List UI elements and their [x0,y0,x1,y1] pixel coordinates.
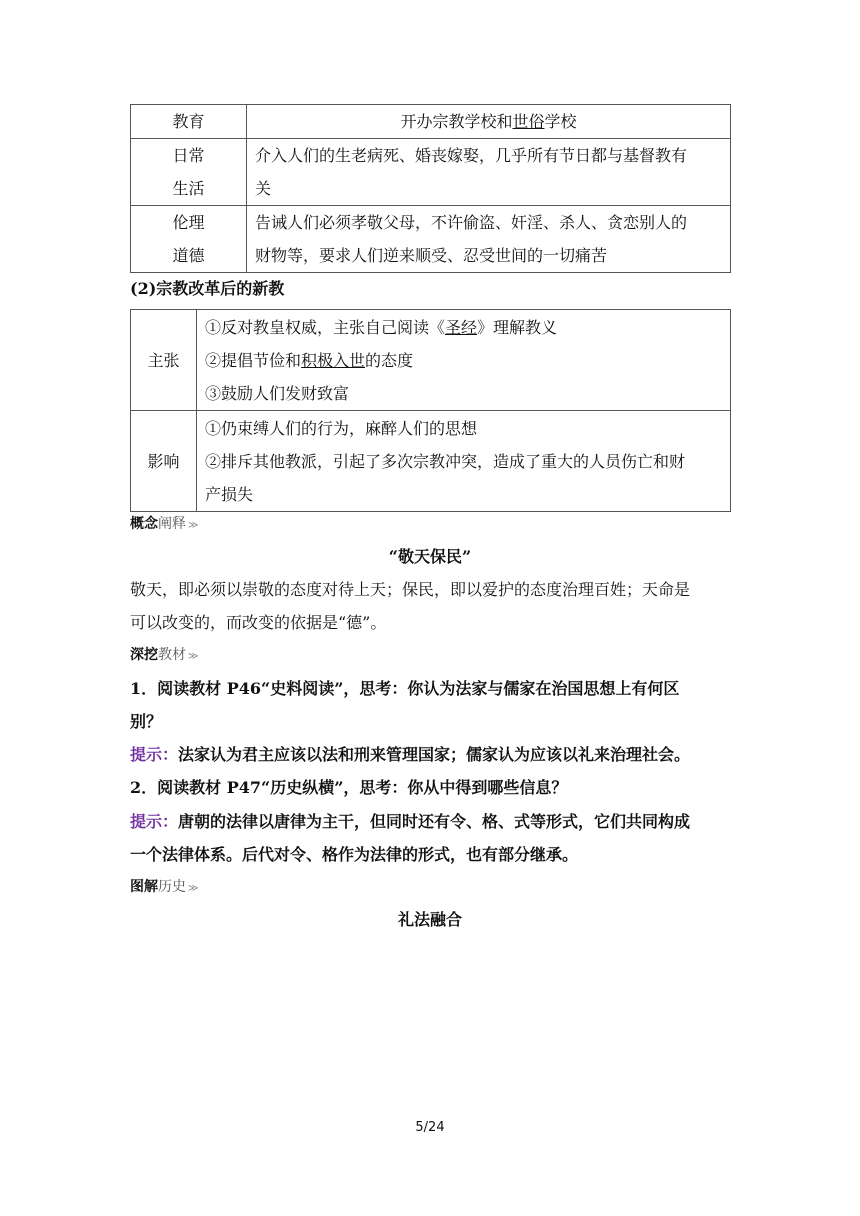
row-label: 日常 生活 [131,139,247,206]
row-label: 教育 [131,105,247,139]
row-content: 告诫人们必须孝敬父母，不许偷盗、奸淫、杀人、贪恋别人的 财物等，要求人们逆来顺受、忍受世间的一切痛苦 [247,206,731,273]
page-number: 5/24 [415,1120,445,1135]
chevron-down-icon: ≫ [188,520,199,531]
protestant-table [130,309,731,512]
concept-text-line: 可以改变的，而改变的依据是“德”。 [130,613,387,632]
row-label: 主张 [131,310,197,411]
section-concept-explain: 概念阐释 ≫ [130,516,199,532]
section-history-diagram: 图解历史 ≫ [130,879,199,895]
question-1-line: 别？ [130,712,163,731]
concept-text-line: 敬天，即必须以崇敬的态度对待上天；保民，即以爱护的态度治理百姓；天命是 [130,580,691,599]
chevron-down-icon: ≫ [188,883,199,894]
question-2: 2．阅读教材 P47“历史纵横”，思考：你从中得到哪些信息？ [130,778,568,797]
diagram-title: 礼法融合 [397,910,462,929]
table-row [131,411,731,512]
row-label: 影响 [131,411,197,512]
row-content: ①仍束缚人们的行为，麻醉人们的思想 ②排斥其他教派，引起了多次宗教冲突，造成了重大的人员伤亡和财 产损失 [197,411,731,512]
section-textbook-dig: 深挖教材 ≫ [130,647,199,663]
table-row [131,310,731,411]
church-influence-table [130,104,731,273]
hint-2-line: 提示：唐朝的法律以唐律为主干，但同时还有令、格、式等形式，它们共同构成 [130,812,691,831]
subheading-protestant: (2)宗教改革后的新教 [130,279,285,298]
chevron-down-icon: ≫ [188,651,199,662]
question-1-line: 1．阅读教材 P46“史料阅读”，思考：你认为法家与儒家在治国思想上有何区 [130,679,680,698]
row-label: 伦理 道德 [131,206,247,273]
hint-2-line: 一个法律体系。后代对令、格作为法律的形式，也有部分继承。 [130,845,579,864]
concept-title: “敬天保民” [388,547,472,566]
row-content: 介入人们的生老病死、婚丧嫁娶，几乎所有节日都与基督教有 关 [247,139,731,206]
hint-1: 提示：法家认为君主应该以法和刑来管理国家；儒家认为应该以礼来治理社会。 [130,745,691,764]
table-row [131,105,731,139]
row-content: 开办宗教学校和世俗学校 [247,105,731,139]
row-content: ①反对教皇权威，主张自己阅读《圣经》理解教义 ②提倡节俭和积极入世的态度 ③鼓励人们发财致富 [197,310,731,411]
table-row [131,139,731,206]
table-row [131,206,731,273]
